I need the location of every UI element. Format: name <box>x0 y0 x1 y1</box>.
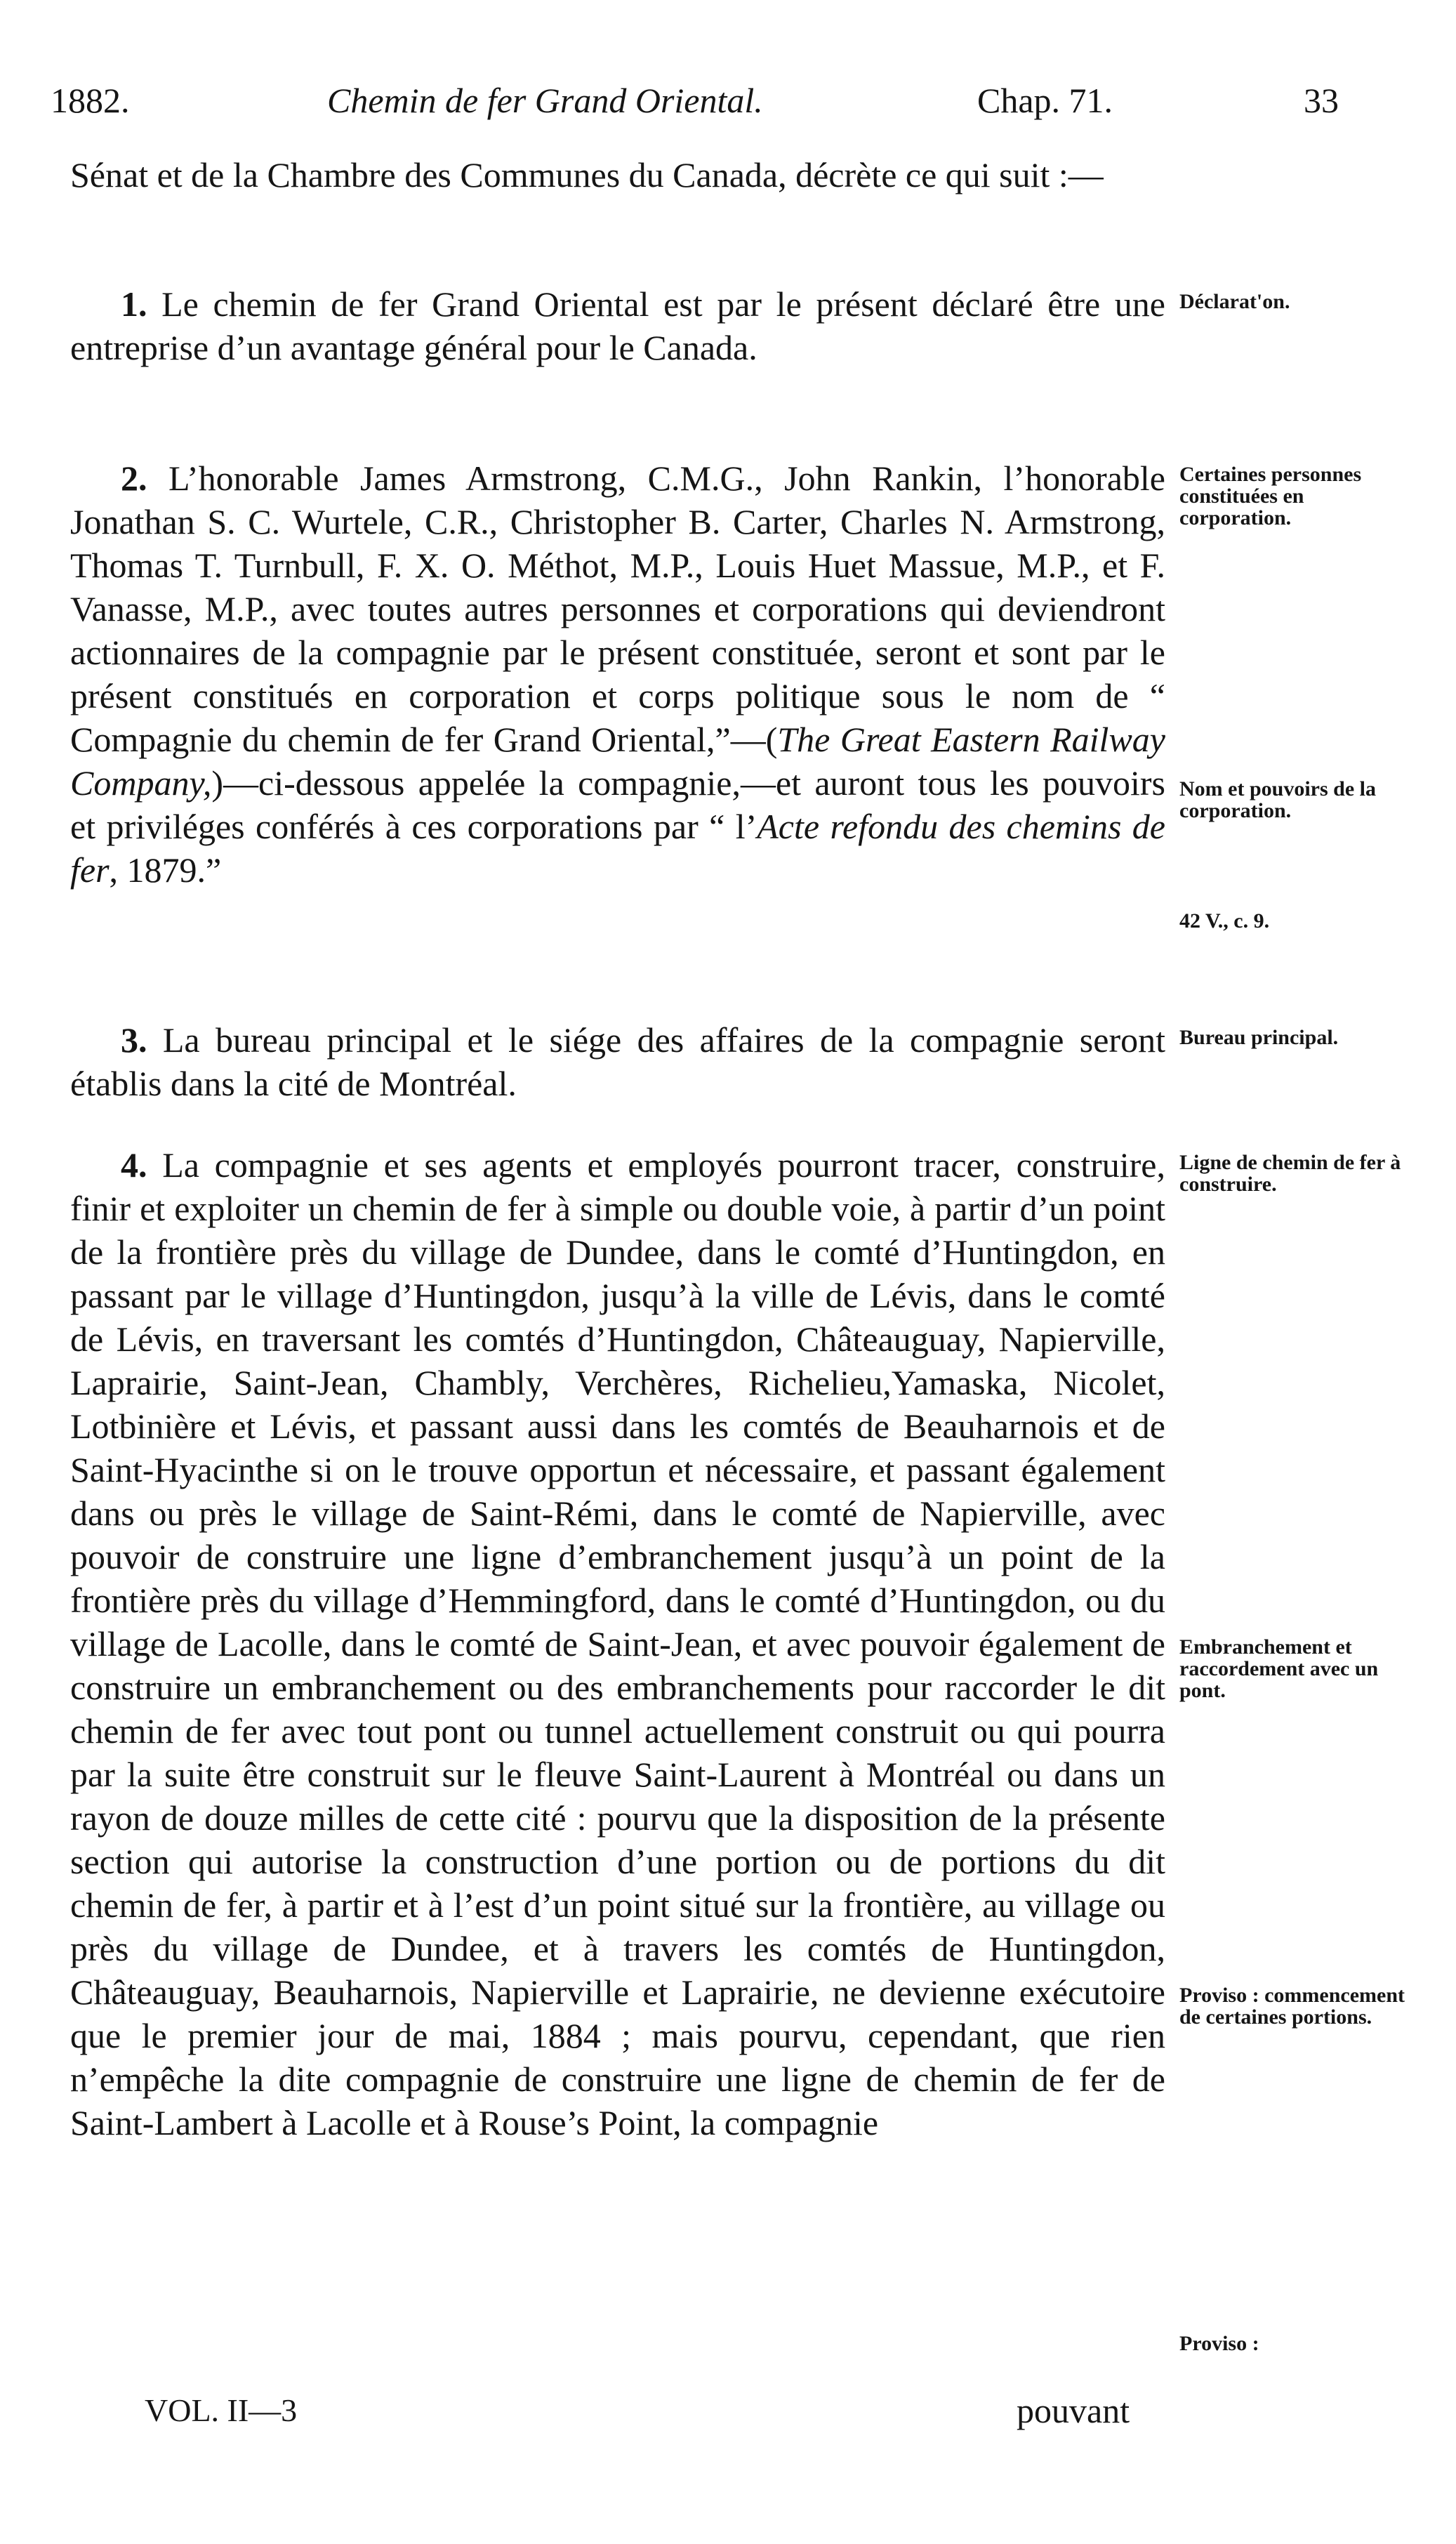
section-2-act-title: Acte refondu des chemins de fer <box>70 807 1165 890</box>
section-2-text-c: , 1879.” <box>109 850 222 890</box>
margin-note-proviso: Proviso : <box>1179 2332 1259 2355</box>
section-2-paragraph <box>70 456 1165 892</box>
section-3-number: 3. <box>121 1020 147 1060</box>
section-3 <box>70 1018 1165 1105</box>
header-chapter: Chap. 71. <box>977 81 1113 120</box>
section-1-number: 1. <box>121 284 147 324</box>
section-4-number: 4. <box>121 1145 147 1185</box>
intro-text: Sénat et de la Chambre des Communes du Canada, décrète ce qui suit :— <box>70 155 1104 195</box>
section-2-text-a: L’honorable James Armstrong, C.M.G., John Rankin, l’honorable Jonathan S. C. Wurtele, C.R., Christopher B. Carter, Charles N. Armstrong, Thomas T. Turnbull, F. X. O. Méthot, M.P., Louis Huet Massue, M.P., et F. Vanasse, M.P., avec toutes autres personnes et corporations qui deviendront actionnaires de la compagnie par le présent constituée, seront et sont par le présent constitués en corporation et corps politique sous le nom de “ Compagnie du chemin de fer Grand Oriental,”—( <box>70 459 1165 759</box>
intro-paragraph <box>70 153 1165 197</box>
margin-note-name-powers: Nom et pouvoirs de la corporation. <box>1179 777 1376 822</box>
section-3-text: La bureau principal et le siége des affaires de la compagnie seront établis dans la cité de Montréal. <box>70 1020 1165 1103</box>
margin-note-railway-line: Ligne de chemin de fer à construire. <box>1179 1151 1401 1196</box>
section-4-paragraph <box>70 1143 1165 2144</box>
section-2-english-name: The Great Eastern Railway Company, <box>70 720 1165 803</box>
margin-note-declaration: Déclarat'on. <box>1179 290 1290 313</box>
section-2-number: 2. <box>121 459 147 498</box>
section-1-paragraph <box>70 282 1165 369</box>
header-page-number: 33 <box>1304 81 1339 120</box>
section-4-text: La compagnie et ses agents et employés pourront tracer, construire, finir et exploiter un chemin de fer à simple ou double voie, à partir d’un point de la frontière près du village de Dundee, dans le comté d’Huntingdon, en passant par le village d’Huntingdon, jusqu’à la ville de Lévis, dans le comté de Lévis, en traversant les comtés d’Huntingdon, Châteauguay, Napierville, Laprairie, Saint-Jean, Chambly, Verchères, Richelieu,Yamaska, Nicolet, Lotbinière et Lévis, et passant aussi dans les comtés de Beauharnois et de Saint-Hyacinthe si on le trouve opportun et nécessaire, et passant également dans ou près le village de Saint-Rémi, dans le comté de Napierville, avec pouvoir de construire une ligne d’embranchement jusqu’à un point de la frontière près du village d’Hemmingford, dans le comté d’Huntingdon, ou du village de Lacolle, dans le comté de Saint-Jean, et avec pouvoir également de construire un embranchement ou des embranchements pour raccorder le dit chemin de fer avec tout pont ou tunnel actuellement construit ou qui pourra par la suite être construit sur le fleuve Saint-Laurent à Montréal ou dans un rayon de douze milles de cette cité : pourvu que la disposition de la présente section qui autorise la construction d’une portion ou de portions du dit chemin de fer, à partir et à l’est d’un point situé sur la frontière, au village ou près du village de Dundee, et à travers les comtés de Huntingdon, Châteauguay, Beauharnois, Napierville et Laprairie, ne devienne exécutoire que le premier jour de mai, 1884 ; mais pourvu, cependant, que rien n’empêche la dite compagnie de construire une ligne de chemin de fer de Saint-Lambert à Lacolle et à Rouse’s Point, la compagnie <box>70 1145 1165 2142</box>
margin-note-statute-ref: 42 V., c. 9. <box>1179 909 1270 932</box>
section-2-text-b: )—ci-dessous appelée la compagnie,—et auront tous les pouvoirs et priviléges conférés à ces corporations par “ l’ <box>70 763 1165 846</box>
margin-note-branch-connection: Embranchement et raccordement avec un pont. <box>1179 1635 1379 1702</box>
footer-volume: VOL. II—3 <box>145 2392 298 2428</box>
section-1 <box>70 282 1165 369</box>
section-3-paragraph <box>70 1018 1165 1105</box>
section-2 <box>70 456 1165 892</box>
margin-note-head-office: Bureau principal. <box>1179 1026 1339 1049</box>
margin-note-proviso-commencement: Proviso : commencement de certaines portions. <box>1179 1984 1405 2029</box>
margin-note-incorporation: Certaines personnes constituées en corporation. <box>1179 463 1362 529</box>
section-4 <box>70 1143 1165 2144</box>
section-1-text: Le chemin de fer Grand Oriental est par le présent déclaré être une entreprise d’un avantage général pour le Canada. <box>70 284 1165 367</box>
header-title: Chemin de fer Grand Oriental. <box>327 81 763 120</box>
footer-catchword: pouvant <box>1017 2391 1130 2430</box>
header-year: 1882. <box>51 81 130 120</box>
